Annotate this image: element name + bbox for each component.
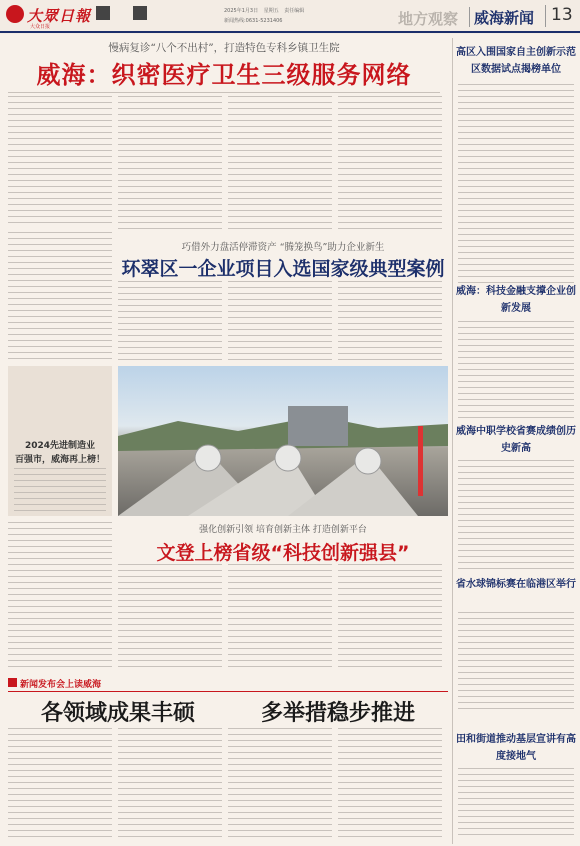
bottom-headline-right: 多举措稳步推进 bbox=[260, 701, 415, 726]
main-kicker: 慢病复诊“八个不出村”，打造特色专科乡镇卫生院 bbox=[108, 42, 340, 54]
rule bbox=[8, 691, 448, 692]
wind-turbine-photo bbox=[118, 366, 448, 516]
masthead-rule bbox=[0, 31, 580, 33]
text-column bbox=[8, 96, 112, 226]
blade-root-1 bbox=[195, 445, 221, 471]
rule bbox=[8, 92, 440, 93]
section-title: 威海新闻 bbox=[474, 9, 535, 27]
qr-code-2 bbox=[133, 6, 147, 20]
text-column bbox=[458, 460, 574, 572]
logo-icon bbox=[6, 5, 24, 23]
blade-root-2 bbox=[275, 445, 301, 471]
text-column bbox=[118, 281, 222, 363]
text-column bbox=[338, 96, 442, 232]
text-column bbox=[118, 96, 222, 232]
blade-root-3 bbox=[355, 448, 381, 474]
third-headline: 文登上榜省级“科技创新强县” bbox=[156, 542, 410, 564]
edition-label: 地方观察 bbox=[398, 10, 459, 28]
banner-label: 新闻发布会上读威海 bbox=[20, 680, 102, 690]
text-column bbox=[458, 321, 574, 419]
left-box-subtitle: 百强市，威海再上榜！ bbox=[14, 455, 105, 465]
sidebar-title-2: 威海：科技金融支撑企业创新发展 bbox=[456, 286, 576, 314]
text-column bbox=[228, 728, 332, 840]
text-column bbox=[228, 564, 332, 672]
third-kicker: 强化创新引领 培育创新主体 打造创新平台 bbox=[199, 525, 367, 535]
text-column bbox=[458, 612, 574, 712]
page-number: 13 bbox=[551, 5, 573, 25]
second-headline: 环翠区一企业项目入选国家级典型案例 bbox=[121, 258, 445, 280]
text-column bbox=[8, 232, 112, 362]
qr-code-1 bbox=[96, 6, 110, 20]
divider bbox=[545, 5, 546, 27]
masthead bbox=[0, 0, 580, 34]
text-column bbox=[458, 84, 574, 284]
text-column bbox=[14, 468, 106, 514]
bottom-headline-left: 各领域成果丰硕 bbox=[40, 701, 195, 726]
logo: 大眾日報 bbox=[27, 7, 92, 25]
text-column bbox=[8, 522, 112, 672]
photo-illustration bbox=[118, 366, 448, 516]
text-column bbox=[458, 768, 574, 840]
text-column bbox=[228, 96, 332, 232]
sidebar bbox=[456, 38, 576, 844]
second-kicker: 巧借外力盘活停滞资产 “腾笼换鸟”助力企业新生 bbox=[181, 242, 385, 253]
divider bbox=[469, 7, 470, 27]
text-column bbox=[338, 564, 442, 672]
sidebar-divider bbox=[452, 38, 453, 844]
banner bbox=[8, 677, 158, 689]
crane bbox=[418, 426, 423, 496]
text-column bbox=[338, 281, 442, 363]
banner-icon bbox=[8, 678, 17, 687]
factory-building bbox=[288, 406, 348, 446]
sidebar-title-5: 田和街道推动基层宣讲有高度接地气 bbox=[456, 734, 576, 762]
main-headline: 威海：织密医疗卫生三级服务网络 bbox=[36, 61, 412, 89]
sidebar-title-4: 省水球锦标赛在临港区举行 bbox=[456, 579, 576, 590]
text-column bbox=[118, 564, 222, 672]
text-column bbox=[118, 728, 222, 840]
text-column bbox=[228, 281, 332, 363]
text-column bbox=[338, 728, 442, 840]
left-box-title: 2024先进制造业 bbox=[24, 441, 96, 451]
text-column bbox=[8, 728, 112, 840]
sidebar-title-3: 威海中职学校省赛成绩创历史新高 bbox=[456, 426, 576, 454]
editor: 责任编辑 bbox=[284, 8, 305, 14]
logo-sub: 大众日报 bbox=[30, 24, 51, 30]
date: 2025年1月3日 bbox=[224, 8, 259, 14]
sidebar-title-1: 高区入围国家自主创新示范区数据试点揭榜单位 bbox=[456, 47, 576, 75]
hotline: 新闻热线:0631-5231406 bbox=[224, 18, 283, 24]
weekday: 星期五 bbox=[263, 8, 279, 14]
